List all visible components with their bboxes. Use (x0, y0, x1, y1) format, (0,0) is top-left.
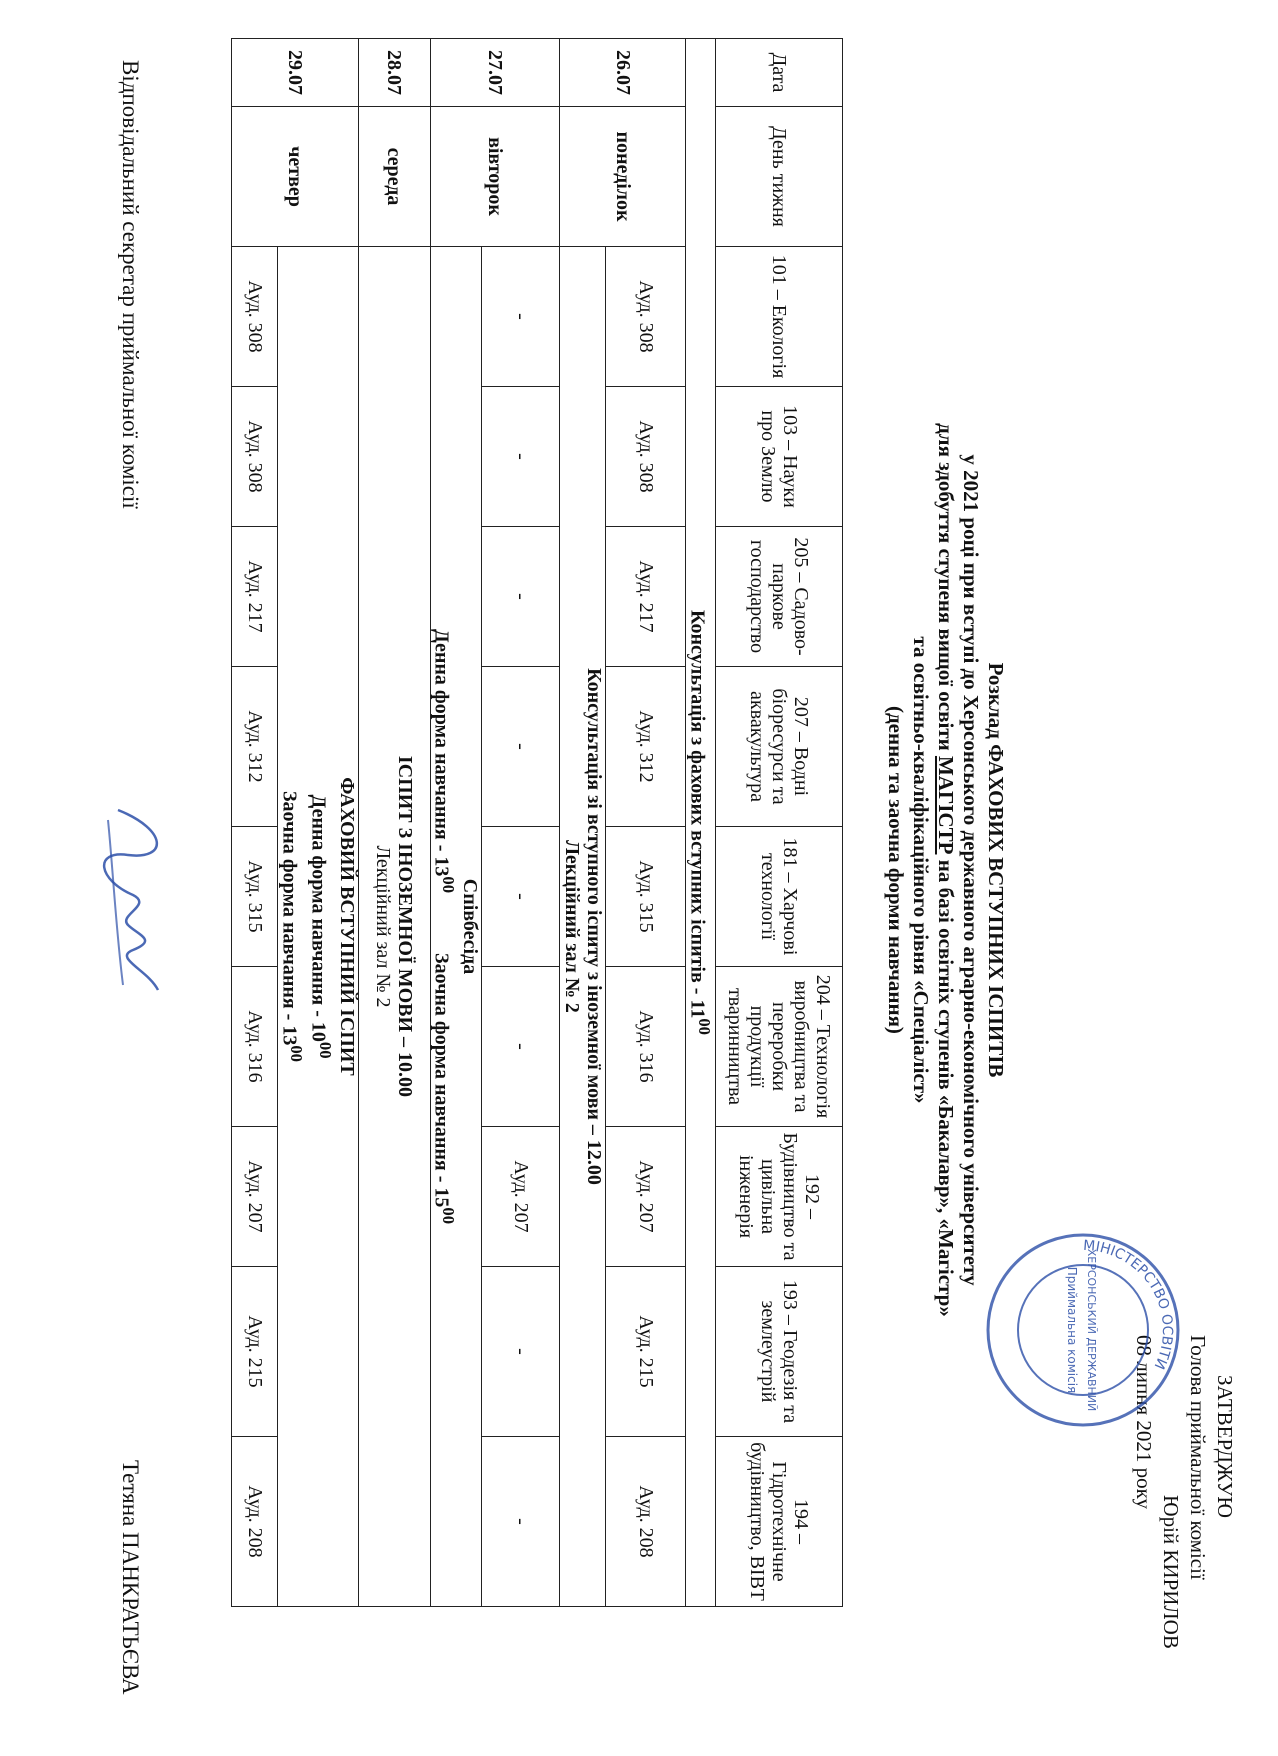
room-cell: Ауд. 208 (606, 1437, 686, 1607)
room-cell: Ауд. 312 (606, 667, 686, 827)
approval-heading: ЗАТВЕРДЖУЮ (1213, 1375, 1237, 1518)
room-cell: - (482, 1437, 560, 1607)
table-row (358, 39, 430, 1607)
stamp-text-outer: МІНІСТЕРСТВО ОСВІТИ (1082, 1237, 1176, 1372)
room-cell: Ауд. 208 (232, 1437, 278, 1607)
row-day: четвер (232, 107, 358, 247)
professional-exam-note: ФАХОВИЙ ВСТУПНИЙ ІСПИТ Денна форма навчання - $10^{00}$ Заочна форма навчання - $13^{00}$ (278, 247, 358, 1607)
room-cell: Ауд. 215 (232, 1267, 278, 1437)
row-day: середа (358, 107, 430, 247)
title-line-1: Розклад ФАХОВИХ ВСТУПНИХ ІСПИТІВ (984, 662, 1008, 1078)
header-spec-205: 205 – Садово-паркове господарство (716, 527, 843, 667)
row-date: 29.07 (232, 39, 358, 107)
header-spec-101: 101 – Екологія (716, 247, 843, 387)
stamp-text-center: Приймальна комісія (1065, 1266, 1079, 1394)
room-cell: Ауд. 215 (606, 1267, 686, 1437)
room-cell: Ауд. 308 (606, 387, 686, 527)
room-cell: - (482, 247, 560, 387)
interview-note: Співбесіда Денна форма навчання - $13^{00}$ Заочна форма навчання - $15^{00}$ (430, 247, 482, 1607)
room-cell: Ауд. 316 (232, 967, 278, 1127)
room-cell: Ауд. 217 (232, 527, 278, 667)
room-cell: - (482, 1267, 560, 1437)
room-cell: - (482, 967, 560, 1127)
approval-position: Голова приймальної комісії (1186, 1335, 1210, 1580)
header-spec-207: 207 – Водні біоресурси та аквакультура (716, 667, 843, 827)
language-consultation-note: Консультація зі вступного іспиту з іноземної мови – 12.00 Лекційний зал № 2 (560, 247, 606, 1607)
table-row (278, 39, 358, 1607)
header-spec-193: 193 – Геодезія та землеустрій (716, 1267, 843, 1437)
header-spec-192: 192 – Будівництво та цивільна інженерія (716, 1127, 843, 1267)
document-title (883, 250, 1008, 1490)
degree-label: МАГІСТР (934, 755, 958, 855)
row-date: 27.07 (430, 39, 560, 107)
header-spec-204: 204 – Технологія виробництва та переробки продукції тваринництва (716, 967, 843, 1127)
room-cell: Ауд. 316 (606, 967, 686, 1127)
title-line-3: для здобуття ступеня вищої освіти МАГІСТР на базі освітніх ступенів «Бакалавр», «Магістр» (934, 423, 958, 1317)
header-spec-194: 194 – Гідротехнічне будівництво, ВІВТ (716, 1437, 843, 1607)
room-cell: Ауд. 308 (232, 387, 278, 527)
room-cell: Ауд. 308 (606, 247, 686, 387)
room-cell: Ауд. 207 (606, 1127, 686, 1267)
room-cell: Ауд. 315 (232, 827, 278, 967)
consultation-note: Консультація з фахових вступних іспитів - $11^{00}$ (686, 39, 716, 1607)
title-line-5: (денна та заочна форми навчання) (884, 706, 908, 1034)
header-row (716, 39, 843, 1607)
title-line-4: та освітньо-кваліфікаційного рівня «Спеціаліст» (909, 636, 933, 1104)
language-exam-note: ІСПИТ З ІНОЗЕМНОЇ МОВИ – 10.00 Лекційний зал № 2 (358, 247, 430, 1607)
row-day: понеділок (560, 107, 686, 247)
header-spec-181: 181 – Харчові технології (716, 827, 843, 967)
header-spec-103: 103 – Науки про Землю (716, 387, 843, 527)
schedule-table (231, 38, 843, 1607)
university-stamp (983, 1230, 1183, 1430)
table-row (482, 39, 560, 1607)
approval-name: Юрій КИРИЛОВ (1159, 1495, 1183, 1649)
row-date: 28.07 (358, 39, 430, 107)
room-cell: Ауд. 308 (232, 247, 278, 387)
room-cell: Ауд. 207 (232, 1127, 278, 1267)
approval-date: 08 липня 2021 року (1132, 1335, 1156, 1510)
secretary-name: Тетяна ПАНКРАТЬЄВА (118, 1460, 143, 1695)
room-cell: - (482, 527, 560, 667)
room-cell: Ауд. 312 (232, 667, 278, 827)
secretary-title: Відповідальний секретар приймальної комісії (118, 60, 143, 509)
table-row-note (430, 39, 482, 1607)
consultation-row (686, 39, 716, 1607)
room-cell: Ауд. 217 (606, 527, 686, 667)
table-row (606, 39, 686, 1607)
row-day: вівторок (430, 107, 560, 247)
header-date: Дата (716, 39, 843, 107)
room-cell: Ауд. 207 (482, 1127, 560, 1267)
room-cell: Ауд. 315 (606, 827, 686, 967)
room-cell: - (482, 387, 560, 527)
table-row (232, 39, 278, 1607)
header-day: День тижня (716, 107, 843, 247)
title-line-2: у 2021 році при вступі до Херсонського державного аграрно-економічного університету (959, 454, 983, 1286)
handwritten-signature (78, 800, 188, 1000)
room-cell: - (482, 827, 560, 967)
stamp-text-inner: ХЕРСОНСЬКИЙ ДЕРЖАВНИЙ (1085, 1248, 1098, 1412)
row-date: 26.07 (560, 39, 686, 107)
table-row-note (560, 39, 606, 1607)
room-cell: - (482, 667, 560, 827)
